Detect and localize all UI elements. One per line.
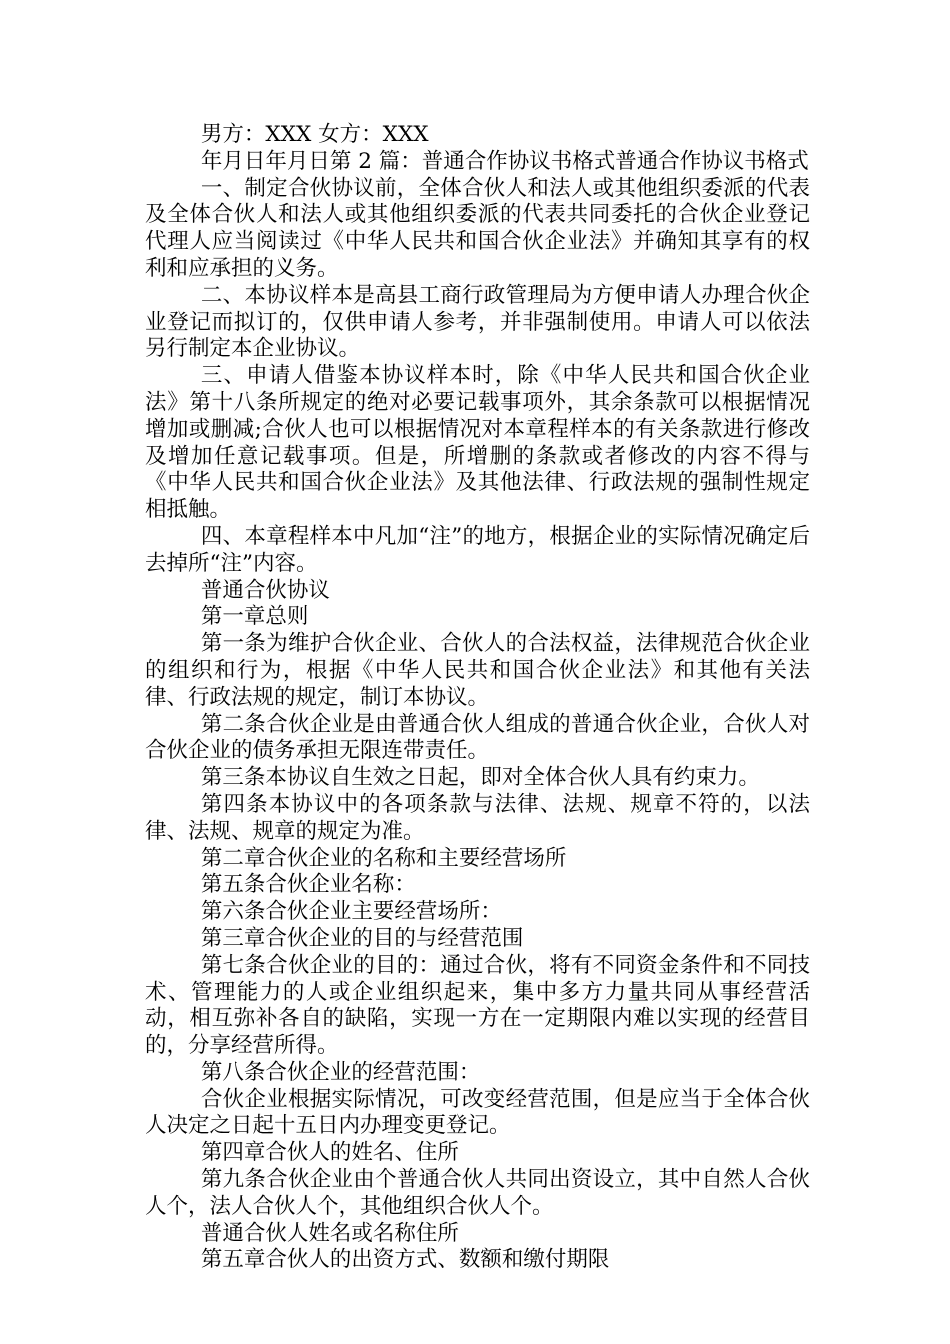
article-8-detail: 合伙企业根据实际情况，可改变经营范围，但是应当于全体合伙人决定之日起十五日内办理变更登记。: [145, 1086, 810, 1139]
document-body: [145, 122, 810, 1274]
article-7: 第七条合伙企业的目的：通过合伙，将有不同资金条件和不同技术、管理能力的人或企业组织起来，集中多方力量共同从事经营活动，相互弥补各自的缺陷，实现一方在一定期限内难以实现的经营目的，分享经营所得。: [145, 952, 810, 1059]
signature-line: 男方：XXX 女方：XXX: [200, 122, 429, 147]
article-8: 第八条合伙企业的经营范围：: [200, 1059, 481, 1085]
chapter-1-heading: 第一章总则: [200, 604, 309, 630]
agreement-title: 普通合伙协议: [200, 577, 330, 603]
article-1: 第一条为维护合伙企业、合伙人的合法权益，法律规范合伙企业的组织和行为，根据《中华人民共和国合伙企业法》和其他有关法律、行政法规的规定，制订本协议。: [145, 631, 810, 710]
paragraph-note-1: 一、制定合伙协议前，全体合伙人和法人或其他组织委派的代表及全体合伙人和法人或其他组织委派的代表共同委托的合伙企业登记代理人应当阅读过《中华人民共和国合伙企业法》并确知其享有的权利和应承担的义务。: [145, 175, 810, 281]
article-4: 第四条本协议中的各项条款与法律、法规、规章不符的，以法律、法规、规章的规定为准。: [145, 791, 810, 844]
paragraph-note-3: 三、申请人借鉴本协议样本时，除《中华人民共和国合伙企业法》第十八条所规定的绝对必要记载事项外，其余条款可以根据情况增加或删减;合伙人也可以根据情况对本章程样本的有关条款进行修改及增加任意记载事项。但是，所增删的条款或者修改的内容不得与《中华人民共和国合伙企业法》及其他法律、行政法规的强制性规定相抵触。: [145, 363, 810, 523]
article-3: 第三条本协议自生效之日起，即对全体合伙人具有约束力。: [200, 765, 760, 791]
article-2: 第二条合伙企业是由普通合伙人组成的普通合伙企业，合伙人对合伙企业的债务承担无限连带责任。: [145, 711, 810, 764]
partner-table-header: 普通合伙人姓名或名称住所: [200, 1220, 459, 1246]
chapter-4-heading: 第四章合伙人的姓名、住所: [200, 1140, 459, 1166]
article-6: 第六条合伙企业主要经营场所：: [200, 899, 502, 925]
article-5: 第五条合伙企业名称：: [200, 872, 416, 898]
chapter-3-heading: 第三章合伙企业的目的与经营范围: [200, 925, 524, 951]
date-and-title-line: 年月日年月日第 2 篇：普通合作协议书格式普通合作协议书格式: [200, 148, 809, 174]
paragraph-note-2: 二、本协议样本是高县工商行政管理局为方便申请人办理合伙企业登记而拟订的，仅供申请人参考，并非强制使用。申请人可以依法另行制定本企业协议。: [145, 282, 810, 362]
article-9: 第九条合伙企业由个普通合伙人共同出资设立，其中自然人合伙人个，法人合伙人个，其他组织合伙人个。: [145, 1167, 810, 1219]
chapter-2-heading: 第二章合伙企业的名称和主要经营场所: [200, 845, 567, 871]
chapter-5-heading: 第五章合伙人的出资方式、数额和缴付期限: [200, 1247, 610, 1273]
paragraph-note-4: 四、本章程样本中凡加“注”的地方，根据企业的实际情况确定后去掉所“注”内容。: [145, 523, 810, 576]
